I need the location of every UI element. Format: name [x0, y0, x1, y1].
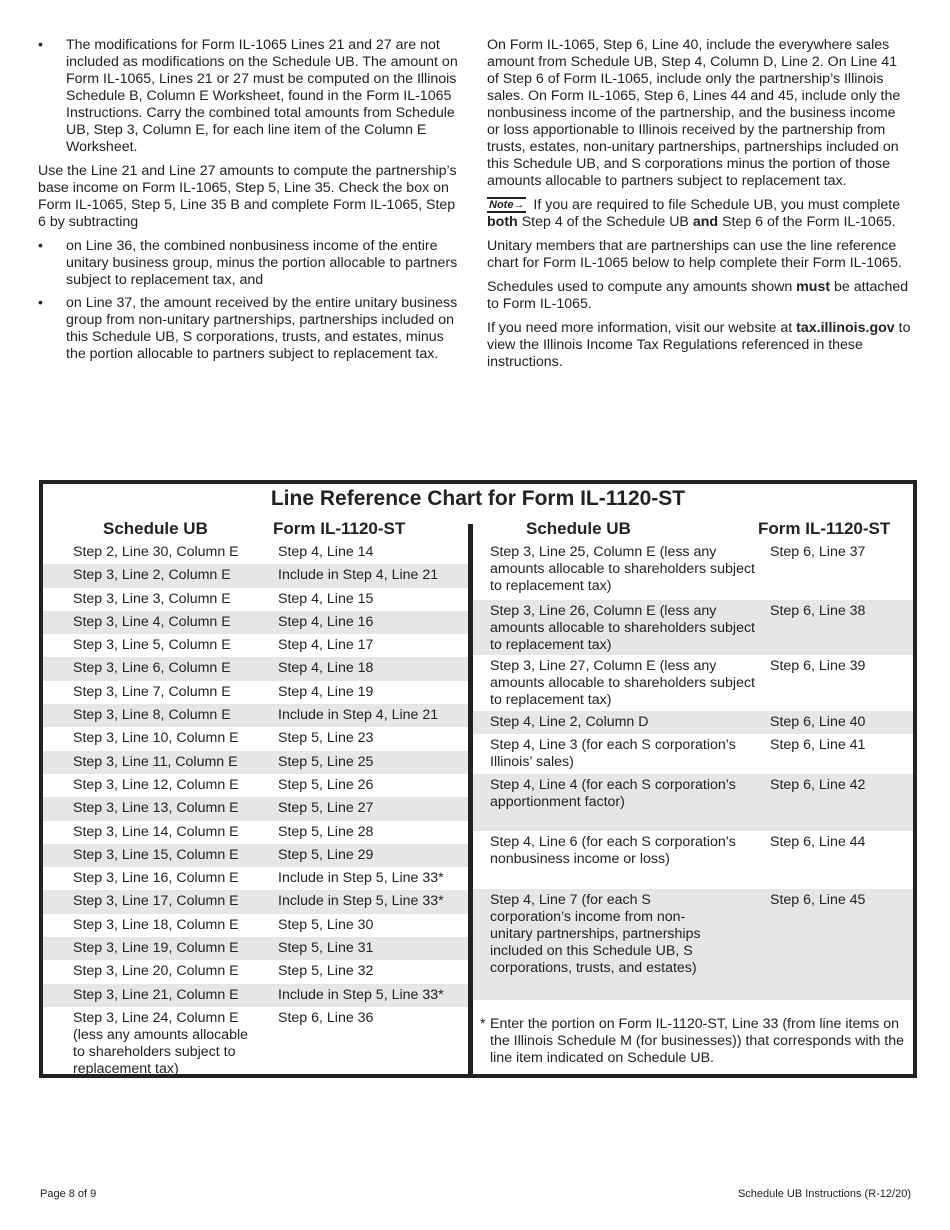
table-row: Step 4, Line 7 (for each S corporation’s income from non-unitary partnerships, partnerships included on this Schedule UB, S corporations, trusts, and estates) Step 6, Line 45 [473, 889, 913, 1000]
table-row: Step 3, Line 10, Column E Step 5, Line 23 [73, 730, 374, 747]
intro-bullet-list [38, 37, 458, 156]
chart-title: Line Reference Chart for Form IL-1120-ST [270, 487, 686, 510]
table-row: Step 4, Line 3 (for each S corporation’s Illinois’ sales) Step 6, Line 41 [490, 737, 866, 770]
bullet-text: The modifications for Form IL-1065 Lines 21 and 27 are not included as modifications on the Schedule UB. The amount on Form IL-1065, Lines 21 or 27 must be computed on the Illinois Schedule B, Column E Worksheet, found in the Form IL-1065 Instructions. Carry the combined total amounts from Schedule UB, Step 3, Column E, for each line item of the Column E Worksheet. [66, 37, 458, 155]
table-row: Step 3, Line 12, Column E Step 5, Line 26 [73, 776, 374, 793]
note-paragraph: Note→ If you are required to file Schedule UB, you must complete both Step 4 of the Schedule UB and Step 6 of the Form IL-1065. [487, 197, 901, 230]
table-row: Step 3, Line 16, Column E Include in Step 5, Line 33* [73, 870, 444, 887]
table-row: Step 4, Line 2, Column D Step 6, Line 40 [473, 711, 913, 734]
right-header-schedule-ub: Schedule UB [526, 519, 631, 538]
table-row: Step 3, Line 6, Column E Step 4, Line 18 [43, 657, 468, 680]
table-row: Step 4, Line 4 (for each S corporation’s apportionment factor) Step 6, Line 42 [473, 774, 913, 831]
bullet-line-37 [38, 295, 458, 363]
bullet-symbol: • [38, 238, 43, 254]
table-row: Step 3, Line 24, Column E (less any amounts allocable to shareholders subject to replacement tax) Step 6, Line 36 [73, 1009, 374, 1077]
footnote-text: Enter the portion on Form IL-1120-ST, Line 33 (from line items on the Illinois Schedule M (for businesses)) that corresponds with the line item indicated on Schedule UB. [490, 1016, 905, 1066]
table-row: Step 3, Line 19, Column E Step 5, Line 31 [43, 937, 468, 960]
left-table [43, 541, 468, 1077]
table-row: Step 3, Line 3, Column E Step 4, Line 15 [73, 590, 374, 607]
website-link[interactable]: tax.illinois.gov [796, 320, 895, 336]
bullet-text: on Line 36, the combined nonbusiness income of the entire unitary business group, minus the portion allocable to partners subject to replacement tax, and [66, 238, 458, 288]
line-reference-chart [39, 480, 917, 1078]
table-row: Step 3, Line 2, Column E Include in Step 4, Line 21 [43, 564, 468, 587]
bullet-line-36 [38, 238, 458, 289]
subtract-bullet-list [38, 238, 458, 363]
left-header-form: Form IL-1120-ST [273, 519, 406, 538]
left-header-schedule-ub: Schedule UB [103, 519, 208, 538]
footnote-star: * [480, 1016, 486, 1032]
table-row: Step 3, Line 15, Column E Step 5, Line 29 [43, 844, 468, 867]
table-row: Step 3, Line 14, Column E Step 5, Line 28 [73, 823, 374, 840]
unitary-members-paragraph: Unitary members that are partnerships can use the line reference chart for Form IL-1065 below to help complete their Form IL-1065. [487, 238, 902, 271]
bullet-symbol: • [38, 295, 43, 311]
table-row: Step 3, Line 18, Column E Step 5, Line 30 [73, 916, 374, 933]
table-row: Step 4, Line 6 (for each S corporation’s nonbusiness income or loss) Step 6, Line 44 [490, 834, 866, 867]
table-row: Step 3, Line 11, Column E Step 5, Line 25 [43, 751, 468, 774]
table-row: Step 3, Line 5, Column E Step 4, Line 17 [73, 637, 374, 654]
bullet-symbol: • [38, 37, 43, 53]
base-income-paragraph: Use the Line 21 and Line 27 amounts to compute the partnership’s base income on Form IL-1065, Step 5, Line 35. Check the box on Form IL-1065, Step 5, Line 35 B and complete Form IL-1065, Step 6 by subtracting [38, 163, 457, 230]
table-row: Step 3, Line 21, Column E Include in Step 5, Line 33* [43, 984, 468, 1007]
table-row: Step 3, Line 20, Column E Step 5, Line 32 [73, 963, 374, 980]
document-id: Schedule UB Instructions (R-12/20) [737, 1188, 911, 1200]
step6-paragraph: On Form IL-1065, Step 6, Line 40, include the everywhere sales amount from Schedule UB, Step 4, Column D, Line 2. On Line 41 of Step 6 of Form IL-1065, include only the partnership’s Illinois sales. On Form IL-1065, Step 6, Lines 44 and 45, include only the nonbusiness income of the partnership, and the business income or loss apportionable to Illinois received by the partnership from trusts, estates, non-unitary partnerships, partnerships included on this Schedule UB, and S corporations minus the portion of those amounts allocable to partners subject to replacement tax. [487, 37, 901, 189]
table-row: Step 3, Line 27, Column E (less any amounts allocable to shareholders subject to replacement tax) Step 6, Line 39 [490, 658, 866, 708]
left-text-column [38, 37, 458, 370]
bullet-text: on Line 37, the amount received by the entire unitary business group from non-unitary partnerships, partnerships included on this Schedule UB, S corporations, trusts, and estates, minus the portion allocable to partners subject to replacement tax. [66, 295, 458, 362]
schedules-attached-paragraph: Schedules used to compute any amounts shown must be attached to Form IL-1065. [487, 279, 909, 312]
right-header-form: Form IL-1120-ST [758, 519, 891, 538]
table-row: Step 3, Line 7, Column E Step 4, Line 19 [73, 683, 374, 700]
table-row: Step 3, Line 13, Column E Step 5, Line 27 [43, 797, 468, 820]
table-row: Step 2, Line 30, Column E Step 4, Line 14 [73, 544, 374, 560]
bullet-modifications [38, 37, 458, 156]
table-row: Step 3, Line 26, Column E (less any amounts allocable to shareholders subject to replacement tax) Step 6, Line 38 [473, 600, 913, 655]
page-number: Page 8 of 9 [40, 1188, 97, 1200]
right-table [473, 541, 913, 1000]
table-row: Step 3, Line 17, Column E Include in Step 5, Line 33* [43, 890, 468, 913]
right-text-column [487, 37, 911, 378]
note-icon: Note→ [489, 199, 525, 211]
table-row: Step 3, Line 8, Column E Include in Step 4, Line 21 [43, 704, 468, 727]
table-row: Step 3, Line 25, Column E (less any amounts allocable to shareholders subject to replacement tax) Step 6, Line 37 [490, 544, 866, 594]
table-row: Step 3, Line 4, Column E Step 4, Line 16 [43, 611, 468, 634]
more-info-paragraph: If you need more information, visit our website at tax.illinois.gov to view the Illinois Income Tax Regulations referenced in these instructions. [487, 320, 911, 370]
